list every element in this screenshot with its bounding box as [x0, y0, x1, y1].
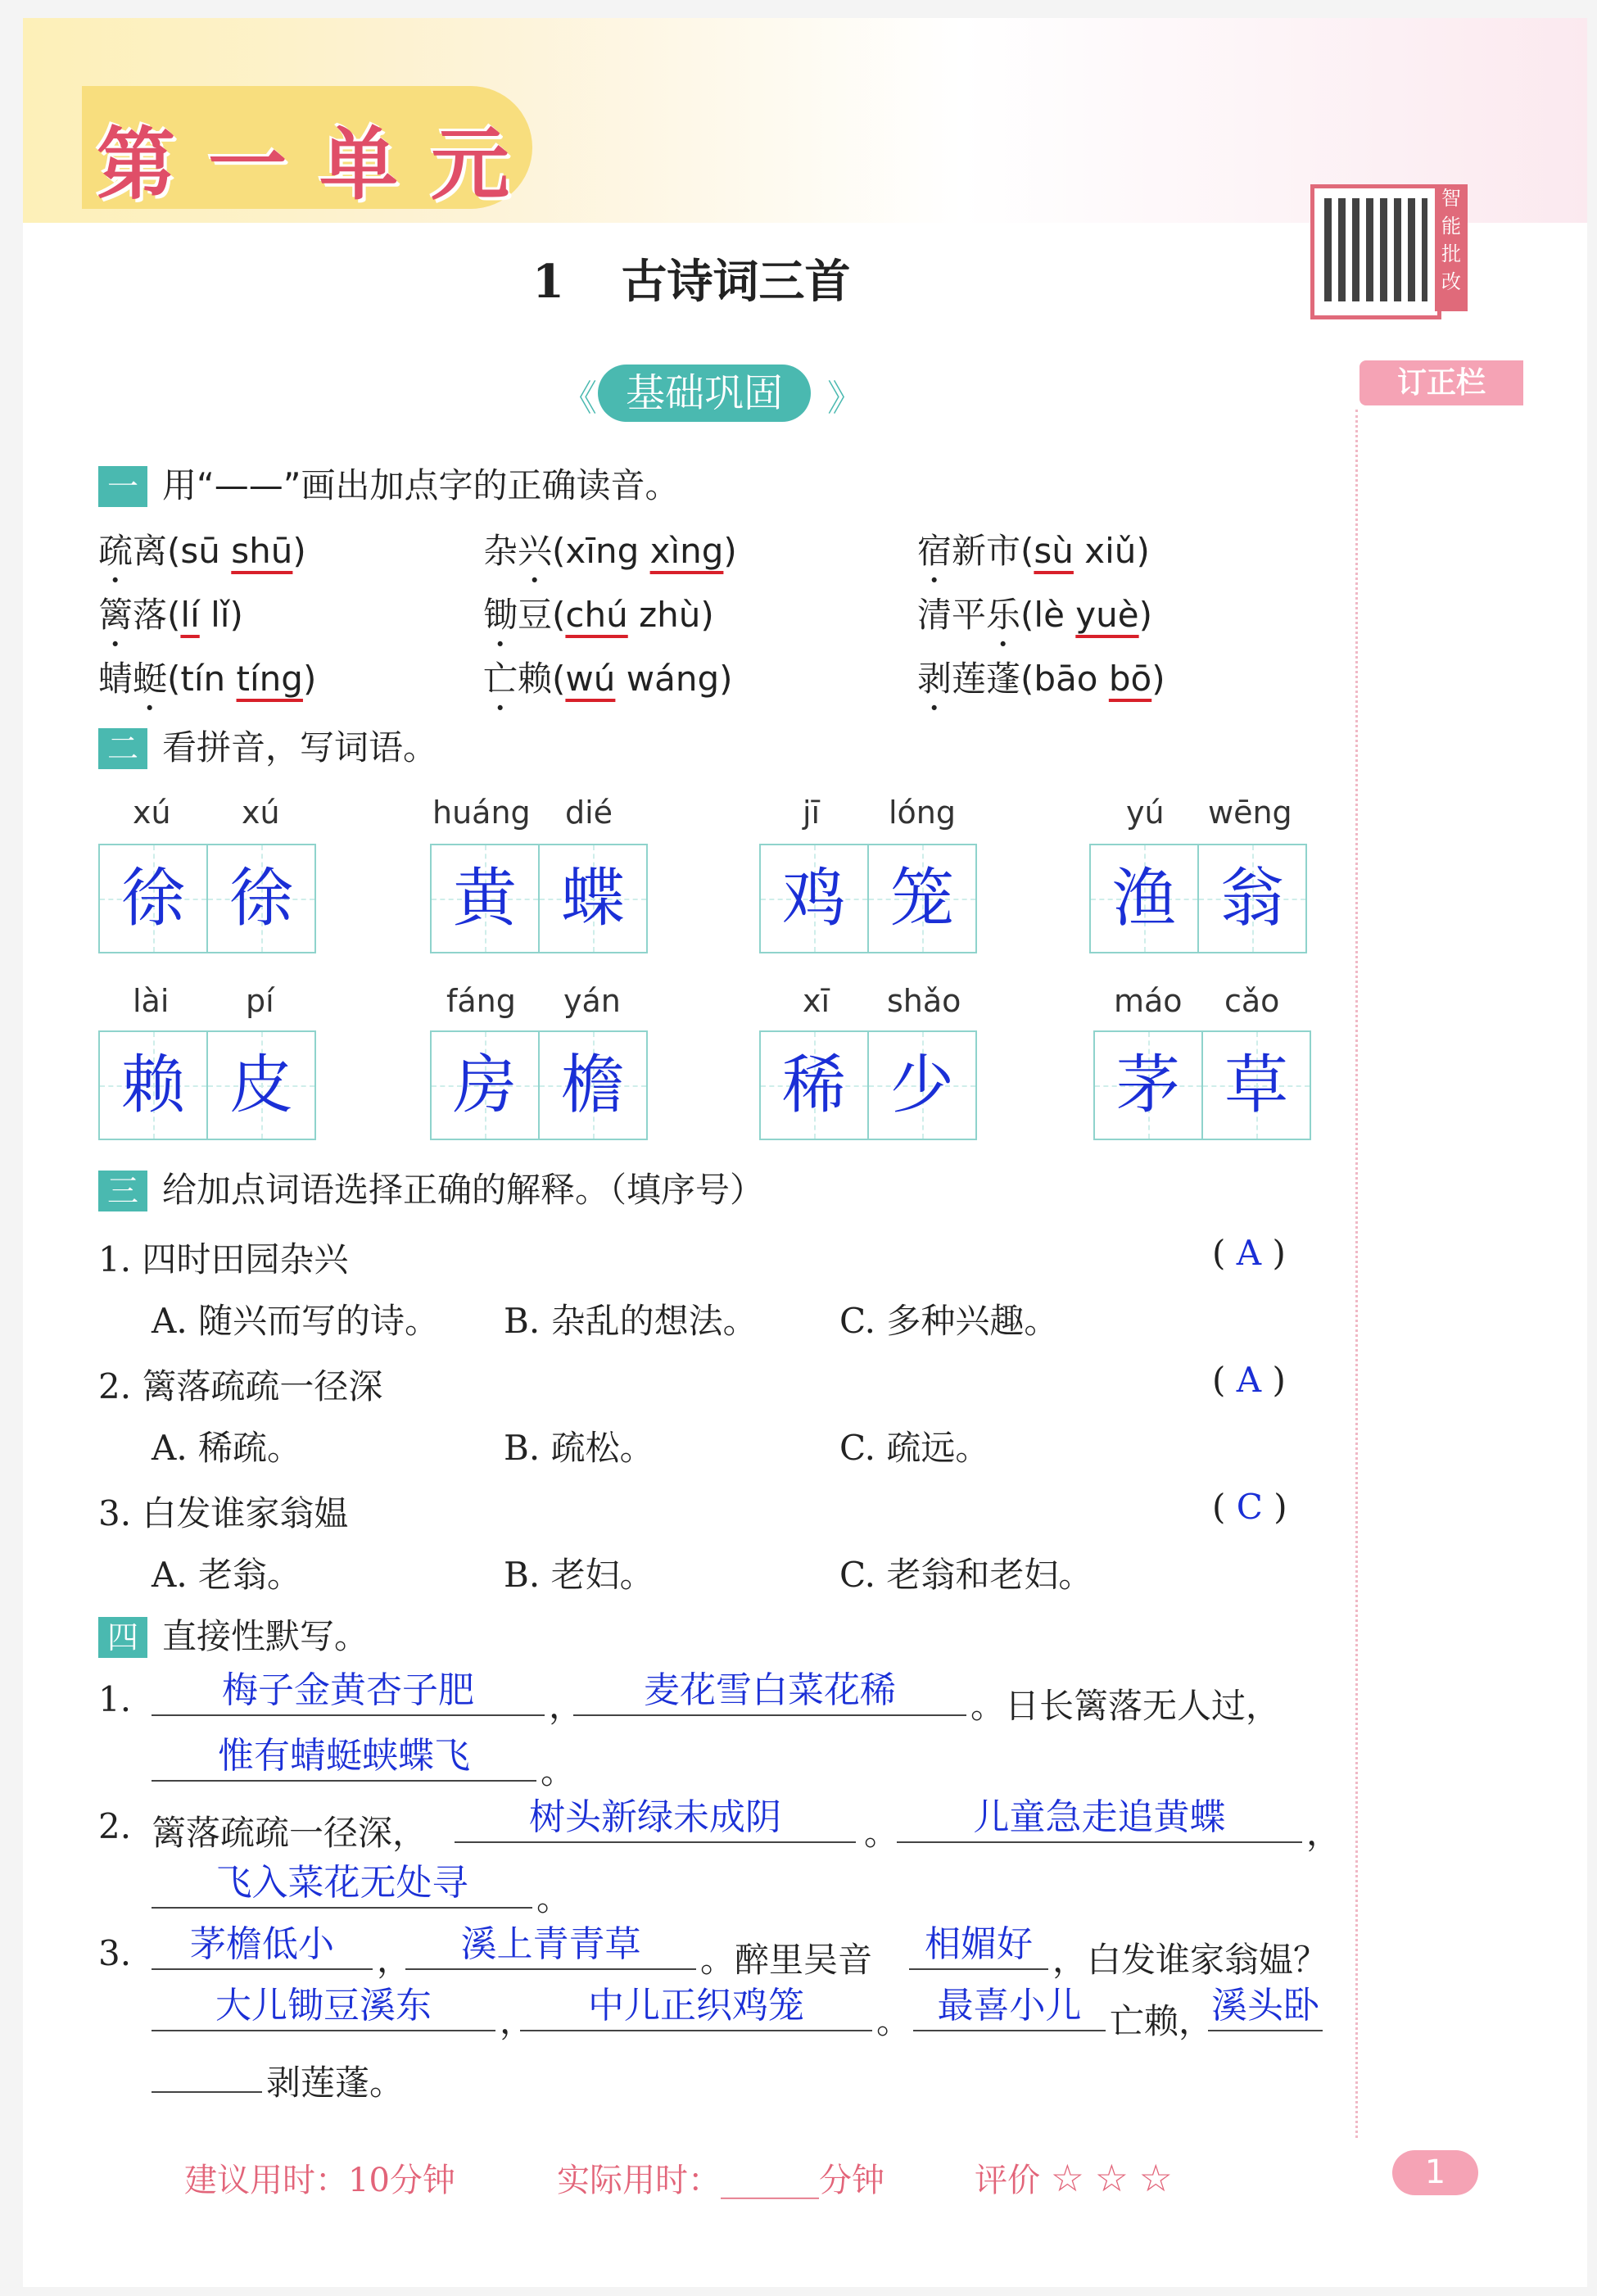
char-box: 茅	[1093, 1030, 1203, 1140]
pinyin-label: fáng	[446, 983, 516, 1019]
option: C. 疏远。	[839, 1428, 990, 1468]
section-2-heading: 二 看拼音，写词语。	[98, 721, 437, 770]
text: 。	[541, 1751, 576, 1791]
char-box: 翁	[1197, 844, 1307, 953]
suggested-time: 建议用时：10分钟	[184, 2162, 455, 2199]
pinyin-choice: 疏离(sū shū)	[98, 531, 306, 571]
star-icon[interactable]: ☆	[1138, 2156, 1173, 2200]
option: A. 随兴而写的诗。	[152, 1301, 440, 1341]
chevron-right-icon: 》	[827, 378, 863, 419]
star-icon[interactable]: ☆	[1094, 2156, 1129, 2200]
option: B. 疏松。	[504, 1428, 654, 1468]
answer-blank[interactable]: 大儿锄豆溪东	[152, 1982, 495, 2031]
pinyin-label: huáng	[432, 795, 531, 831]
pinyin-choice: 蜻蜓(tín tíng)	[98, 659, 317, 699]
section-3-heading: 三 给加点词语选择正确的解释。（填序号）	[98, 1163, 764, 1212]
text: ，	[549, 1686, 584, 1726]
text: 。醉里吴音	[700, 1940, 873, 1980]
pinyin-label: dié	[565, 795, 613, 831]
section-1-heading: 一 用“——”画出加点字的正确读音。	[98, 459, 680, 508]
pinyin-choice: 锄豆(chú zhù)	[483, 595, 714, 635]
text: 篱落疏疏一径深，	[152, 1813, 428, 1853]
pinyin-label: yú	[1126, 795, 1165, 831]
question: 2. 篱落疏疏一径深	[98, 1366, 383, 1406]
char-box: 黄	[430, 844, 540, 953]
option: C. 老翁和老妇。	[839, 1555, 1093, 1595]
answer-blank[interactable]: 中儿正织鸡笼	[520, 1982, 872, 2031]
item-number: 2.	[98, 1806, 132, 1846]
answer-blank[interactable]: 溪头卧	[1208, 1982, 1323, 2031]
star-icon[interactable]: ☆	[1050, 2156, 1084, 2200]
answer-blank[interactable]: 茅檐低小	[152, 1921, 373, 1970]
pinyin-choice: 清平乐(lè yuè)	[917, 595, 1153, 635]
char-box: 稀	[759, 1030, 869, 1140]
answer-blank[interactable]: 相媚好	[909, 1921, 1048, 1970]
answer-paren: ( A )	[1212, 1360, 1286, 1400]
pinyin-label: máo	[1114, 983, 1183, 1019]
char-box: 草	[1201, 1030, 1311, 1140]
char-box: 徐	[98, 844, 208, 953]
text: 。	[864, 1813, 899, 1853]
char-box: 房	[430, 1030, 540, 1140]
text: 。	[876, 2001, 912, 2041]
text: ，	[377, 1940, 412, 1980]
actual-time: 实际用时：______分钟	[557, 2162, 884, 2199]
chevron-left-icon: 《	[561, 378, 597, 419]
unit-title: 第一单元	[97, 119, 542, 211]
option: C. 多种兴趣。	[839, 1301, 1059, 1341]
lesson-name: 古诗词三首	[621, 255, 851, 309]
text: 剥莲蓬。	[266, 2063, 405, 2103]
answer-blank[interactable]	[152, 2044, 262, 2093]
item-number: 1.	[98, 1679, 132, 1719]
pinyin-label: shǎo	[887, 983, 961, 1019]
answer-blank[interactable]: 儿童急走追黄蝶	[897, 1794, 1302, 1843]
option: A. 稀疏。	[152, 1428, 302, 1468]
correction-divider	[1355, 410, 1358, 2138]
option: A. 老翁。	[152, 1555, 302, 1595]
option: B. 老妇。	[504, 1555, 654, 1595]
char-box: 皮	[206, 1030, 316, 1140]
answer-blank[interactable]: 梅子金黄杏子肥	[152, 1667, 545, 1716]
lesson-title	[532, 246, 850, 311]
text: ，白发谁家翁媪？	[1052, 1940, 1328, 1980]
answer-blank[interactable]: 飞入菜花无处寻	[152, 1859, 532, 1909]
char-box: 鸡	[759, 844, 869, 953]
char-box: 少	[867, 1030, 977, 1140]
pinyin-label: xī	[803, 983, 830, 1019]
option: B. 杂乱的想法。	[504, 1301, 758, 1341]
answer-blank[interactable]: 惟有蜻蜓蛱蝶飞	[152, 1732, 536, 1782]
item-number: 3.	[98, 1933, 132, 1973]
correction-column-tag: 订正栏	[1359, 360, 1523, 405]
text: 亡赖，	[1110, 2001, 1214, 2041]
text: ，	[500, 2001, 535, 2041]
pinyin-choice: 亡赖(wú wáng)	[483, 659, 733, 699]
char-box: 渔	[1089, 844, 1199, 953]
pinyin-label: lài	[133, 983, 170, 1019]
text: 。日长篱落无人过，	[970, 1686, 1281, 1726]
char-box: 蝶	[538, 844, 648, 953]
qr-label: 智 能 批 改	[1435, 184, 1468, 311]
char-box: 檐	[538, 1030, 648, 1140]
answer-paren: ( A )	[1212, 1233, 1286, 1273]
pinyin-label: wēng	[1208, 795, 1292, 831]
pinyin-label: cǎo	[1224, 983, 1280, 1019]
pinyin-choice: 剥莲蓬(bāo bō)	[917, 659, 1165, 699]
text: 。	[536, 1878, 572, 1918]
pinyin-label: pí	[246, 983, 274, 1019]
pinyin-choice: 宿新市(sù xiǔ)	[917, 531, 1150, 571]
page-number: 1	[1392, 2150, 1478, 2195]
section-badge: 基础巩固	[598, 365, 811, 422]
answer-blank[interactable]: 最喜小儿	[913, 1982, 1106, 2031]
pinyin-label: jī	[803, 795, 821, 831]
qr-code-icon[interactable]	[1310, 184, 1441, 319]
pinyin-choice: 杂兴(xīng xìng)	[483, 531, 737, 571]
question: 3. 白发谁家翁媪	[98, 1493, 349, 1533]
section-4-heading: 四 直接性默写。	[98, 1610, 369, 1659]
answer-blank[interactable]: 麦花雪白菜花稀	[573, 1667, 966, 1716]
answer-blank[interactable]: 树头新绿未成阴	[455, 1794, 856, 1843]
pinyin-label: xú	[133, 795, 171, 831]
char-box: 笼	[867, 844, 977, 953]
pinyin-label: lóng	[889, 795, 957, 831]
pinyin-choice: 篱落(lí lǐ)	[98, 595, 243, 635]
answer-blank[interactable]: 溪上青青草	[405, 1921, 696, 1970]
pinyin-label: yán	[563, 983, 621, 1019]
question: 1. 四时田园杂兴	[98, 1239, 349, 1279]
text: ，	[1306, 1813, 1341, 1853]
pinyin-label: xú	[242, 795, 280, 831]
char-box: 赖	[98, 1030, 208, 1140]
char-box: 徐	[206, 844, 316, 953]
answer-paren: ( C )	[1212, 1487, 1287, 1527]
evaluation: 评价 ☆ ☆ ☆	[975, 2156, 1173, 2200]
lesson-number: 1	[532, 255, 564, 309]
